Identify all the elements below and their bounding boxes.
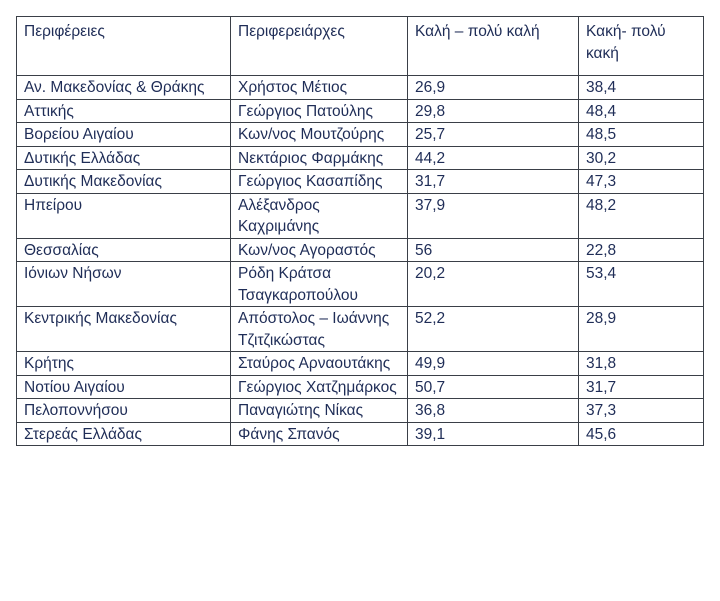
good-rating-cell: 29,8 bbox=[408, 99, 579, 123]
region-cell: Βορείου Αιγαίου bbox=[17, 123, 231, 147]
bad-rating-cell: 30,2 bbox=[579, 146, 704, 170]
bad-rating-cell: 31,8 bbox=[579, 352, 704, 376]
region-cell: Στερεάς Ελλάδας bbox=[17, 422, 231, 446]
table-row bbox=[17, 422, 704, 446]
header-bad-very-bad: Κακή- πολύ κακή bbox=[579, 17, 704, 76]
good-rating-cell: 50,7 bbox=[408, 375, 579, 399]
header-governor: Περιφερειάρχες bbox=[231, 17, 408, 76]
region-cell: Δυτικής Ελλάδας bbox=[17, 146, 231, 170]
region-cell: Ηπείρου bbox=[17, 193, 231, 238]
good-rating-cell: 39,1 bbox=[408, 422, 579, 446]
table-row bbox=[17, 307, 704, 352]
table-row bbox=[17, 352, 704, 376]
header-row bbox=[17, 17, 704, 76]
region-cell: Θεσσαλίας bbox=[17, 238, 231, 262]
table-row bbox=[17, 399, 704, 423]
bad-rating-cell: 38,4 bbox=[579, 76, 704, 100]
governor-cell: Γεώργιος Πατούλης bbox=[231, 99, 408, 123]
regions-table bbox=[16, 16, 704, 446]
region-cell: Νοτίου Αιγαίου bbox=[17, 375, 231, 399]
bad-rating-cell: 28,9 bbox=[579, 307, 704, 352]
bad-rating-cell: 37,3 bbox=[579, 399, 704, 423]
region-cell: Αττικής bbox=[17, 99, 231, 123]
bad-rating-cell: 47,3 bbox=[579, 170, 704, 194]
region-cell: Κρήτης bbox=[17, 352, 231, 376]
good-rating-cell: 37,9 bbox=[408, 193, 579, 238]
governor-cell: Απόστολος – Ιωάννης Τζιτζικώστας bbox=[231, 307, 408, 352]
bad-rating-cell: 48,4 bbox=[579, 99, 704, 123]
region-cell: Ιόνιων Νήσων bbox=[17, 262, 231, 307]
good-rating-cell: 56 bbox=[408, 238, 579, 262]
table-body bbox=[17, 76, 704, 446]
good-rating-cell: 20,2 bbox=[408, 262, 579, 307]
region-cell: Πελοποννήσου bbox=[17, 399, 231, 423]
governor-cell: Γεώργιος Χατζημάρκος bbox=[231, 375, 408, 399]
good-rating-cell: 25,7 bbox=[408, 123, 579, 147]
governor-cell: Ρόδη Κράτσα Τσαγκαροπούλου bbox=[231, 262, 408, 307]
good-rating-cell: 36,8 bbox=[408, 399, 579, 423]
bad-rating-cell: 45,6 bbox=[579, 422, 704, 446]
table-row bbox=[17, 76, 704, 100]
governor-cell: Παναγιώτης Νίκας bbox=[231, 399, 408, 423]
good-rating-cell: 26,9 bbox=[408, 76, 579, 100]
bad-rating-cell: 31,7 bbox=[579, 375, 704, 399]
bad-rating-cell: 48,2 bbox=[579, 193, 704, 238]
bad-rating-cell: 48,5 bbox=[579, 123, 704, 147]
good-rating-cell: 44,2 bbox=[408, 146, 579, 170]
good-rating-cell: 31,7 bbox=[408, 170, 579, 194]
governor-cell: Αλέξανδρος Καχριμάνης bbox=[231, 193, 408, 238]
good-rating-cell: 49,9 bbox=[408, 352, 579, 376]
table-row bbox=[17, 123, 704, 147]
table-row bbox=[17, 170, 704, 194]
region-cell: Κεντρικής Μακεδονίας bbox=[17, 307, 231, 352]
governor-cell: Κων/νος Μουτζούρης bbox=[231, 123, 408, 147]
governor-cell: Γεώργιος Κασαπίδης bbox=[231, 170, 408, 194]
bad-rating-cell: 53,4 bbox=[579, 262, 704, 307]
table-row bbox=[17, 99, 704, 123]
table-row bbox=[17, 375, 704, 399]
governor-cell: Σταύρος Αρναουτάκης bbox=[231, 352, 408, 376]
region-cell: Αν. Μακεδονίας & Θράκης bbox=[17, 76, 231, 100]
governor-cell: Φάνης Σπανός bbox=[231, 422, 408, 446]
governor-cell: Νεκτάριος Φαρμάκης bbox=[231, 146, 408, 170]
table-row bbox=[17, 262, 704, 307]
table-row bbox=[17, 193, 704, 238]
table-row bbox=[17, 146, 704, 170]
governor-cell: Κων/νος Αγοραστός bbox=[231, 238, 408, 262]
header-region: Περιφέρειες bbox=[17, 17, 231, 76]
region-cell: Δυτικής Μακεδονίας bbox=[17, 170, 231, 194]
table-row bbox=[17, 238, 704, 262]
good-rating-cell: 52,2 bbox=[408, 307, 579, 352]
header-good-very-good: Καλή – πολύ καλή bbox=[408, 17, 579, 76]
bad-rating-cell: 22,8 bbox=[579, 238, 704, 262]
governor-cell: Χρήστος Μέτιος bbox=[231, 76, 408, 100]
